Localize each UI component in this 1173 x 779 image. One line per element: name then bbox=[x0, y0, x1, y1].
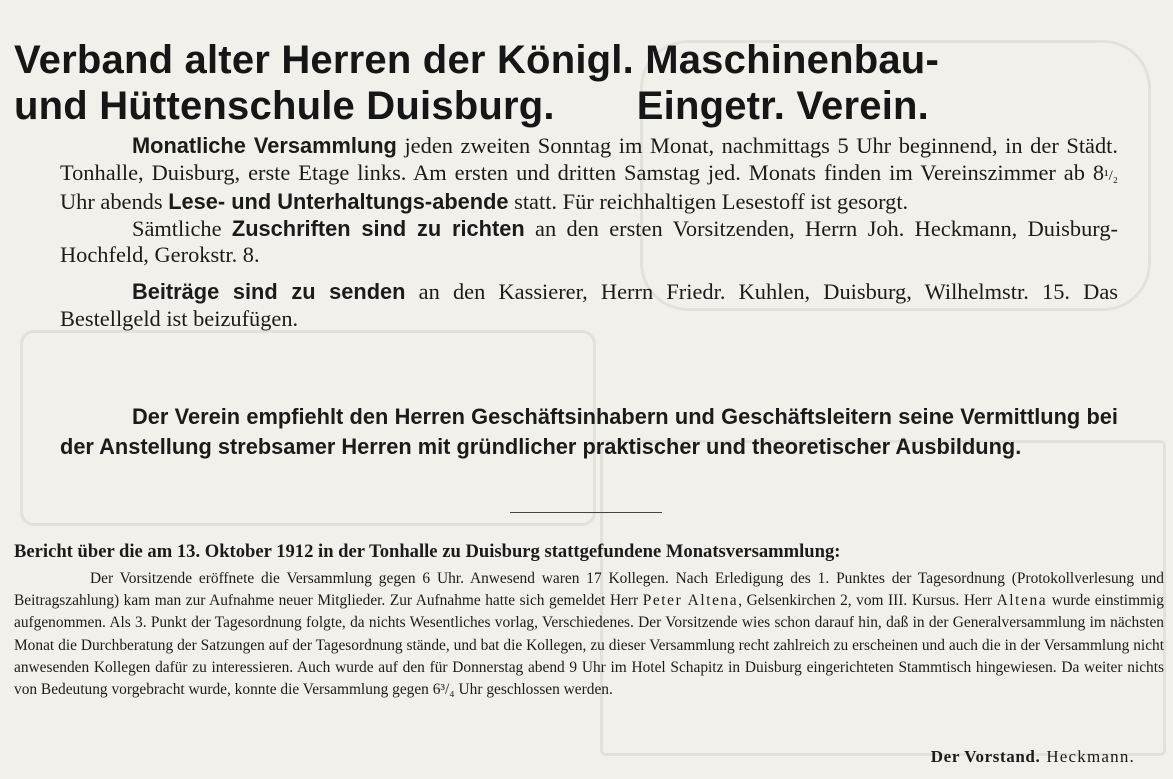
headline-school: und Hüttenschule Duisburg. bbox=[14, 83, 555, 128]
recommendation-paragraph: Der Verein empfiehlt den Herren Geschäftsinhabern und Geschäftsleitern seine Vermittlung bei der Anstellung strebsamer Herren mit gründlicher praktischer und theoretischer Ausbildung. bbox=[60, 404, 1118, 459]
recommendation-block bbox=[60, 402, 1118, 461]
signature-role: Der Vorstand. bbox=[930, 747, 1041, 766]
meeting-heading: Monatliche Versammlung bbox=[132, 133, 397, 158]
section-divider bbox=[510, 512, 662, 513]
dues-paragraph: Beiträge sind zu senden an den Kassierer, Herrn Friedr. Kuhlen, Duisburg, Wilhelmstr. 15. Das Bestellgeld ist beizufügen. bbox=[60, 278, 1118, 331]
member-surname: Altena bbox=[996, 592, 1048, 610]
report-body bbox=[14, 568, 1164, 701]
report-paragraph: Der Vorsitzende eröffnete die Versammlung gegen 6 Uhr. Anwesend waren 17 Kollegen. Nach Erledigung des 1. Punktes der Tagesordnung (Protokollverlesung und Beitragszahlung) kam man zur Aufnahme neuer Mitglieder. Zur Aufnahme hatte sich gemeldet Herr Peter Altena, Gelsenkirchen 2, vom III. Kursus. Herr Altena wurde einstimmig aufgenommen. Als 3. Punkt der Tagesordnung folgte, da nichts Wesentliches vorlag, Verschiedenes. Der Vorsitzende wies schon darauf hin, daß in der Generalversammlung im nächsten Monat die Durchberatung der Satzungen auf der Tagesordnung stände, und bat die Kollegen, zu dieser Versammlung recht zahlreich zu erscheinen und auch die in der Versammlung nicht anwesenden Kollegen dafür zu interessieren. Auch wurde auf den für Donnerstag abend 9 Uhr im Hotel Schapitz in Duisburg eingerichteten Stammtisch hingewiesen. Da weiter nichts von Bedeutung vorgebracht wurde, konnte die Versammlung gegen 6³/₄ Uhr geschlossen werden. bbox=[14, 570, 1164, 699]
headline-registered: Eingetr. Verein. bbox=[636, 83, 929, 128]
announcement-block bbox=[60, 133, 1118, 332]
dues-heading: Beiträge sind zu senden bbox=[132, 278, 406, 304]
correspondence-paragraph: Sämtliche Zuschriften sind zu richten an den ersten Vorsitzenden, Herrn Joh. Heckmann, Duisburg-Hochfeld, Gerokstr. 8. bbox=[60, 215, 1118, 268]
fraction: ³/₄ bbox=[440, 681, 455, 699]
headline-line-2 bbox=[14, 83, 1164, 129]
member-name: Peter Altena bbox=[642, 592, 739, 610]
meeting-paragraph: Monatliche Versammlung jeden zweiten Sonntag im Monat, nachmittags 5 Uhr beginnend, in der Städt. Tonhalle, Duisburg, erste Etage links. Am ersten und dritten Samstag jed. Monats finden im Vereinszimmer ab 8¹/₂ Uhr abends Lese- und Unterhaltungs-abende statt. Für reichhaltigen Lesestoff ist gesorgt. bbox=[60, 133, 1119, 215]
signature bbox=[931, 747, 1135, 767]
correspondence-heading: Zuschriften sind zu richten bbox=[231, 215, 525, 241]
signature-name: Heckmann. bbox=[1046, 747, 1135, 766]
report-title: Bericht über die am 13. Oktober 1912 in der Tonhalle zu Duisburg stattgefundene Monatsversammlung: bbox=[14, 541, 841, 562]
reading-evenings-heading: Lese- und Unterhaltungs-abende bbox=[168, 189, 509, 215]
fraction: ¹/₂ bbox=[1104, 167, 1118, 184]
association-headline bbox=[14, 37, 1164, 129]
headline-line-1: Verband alter Herren der Königl. Maschinenbau- bbox=[14, 37, 939, 82]
